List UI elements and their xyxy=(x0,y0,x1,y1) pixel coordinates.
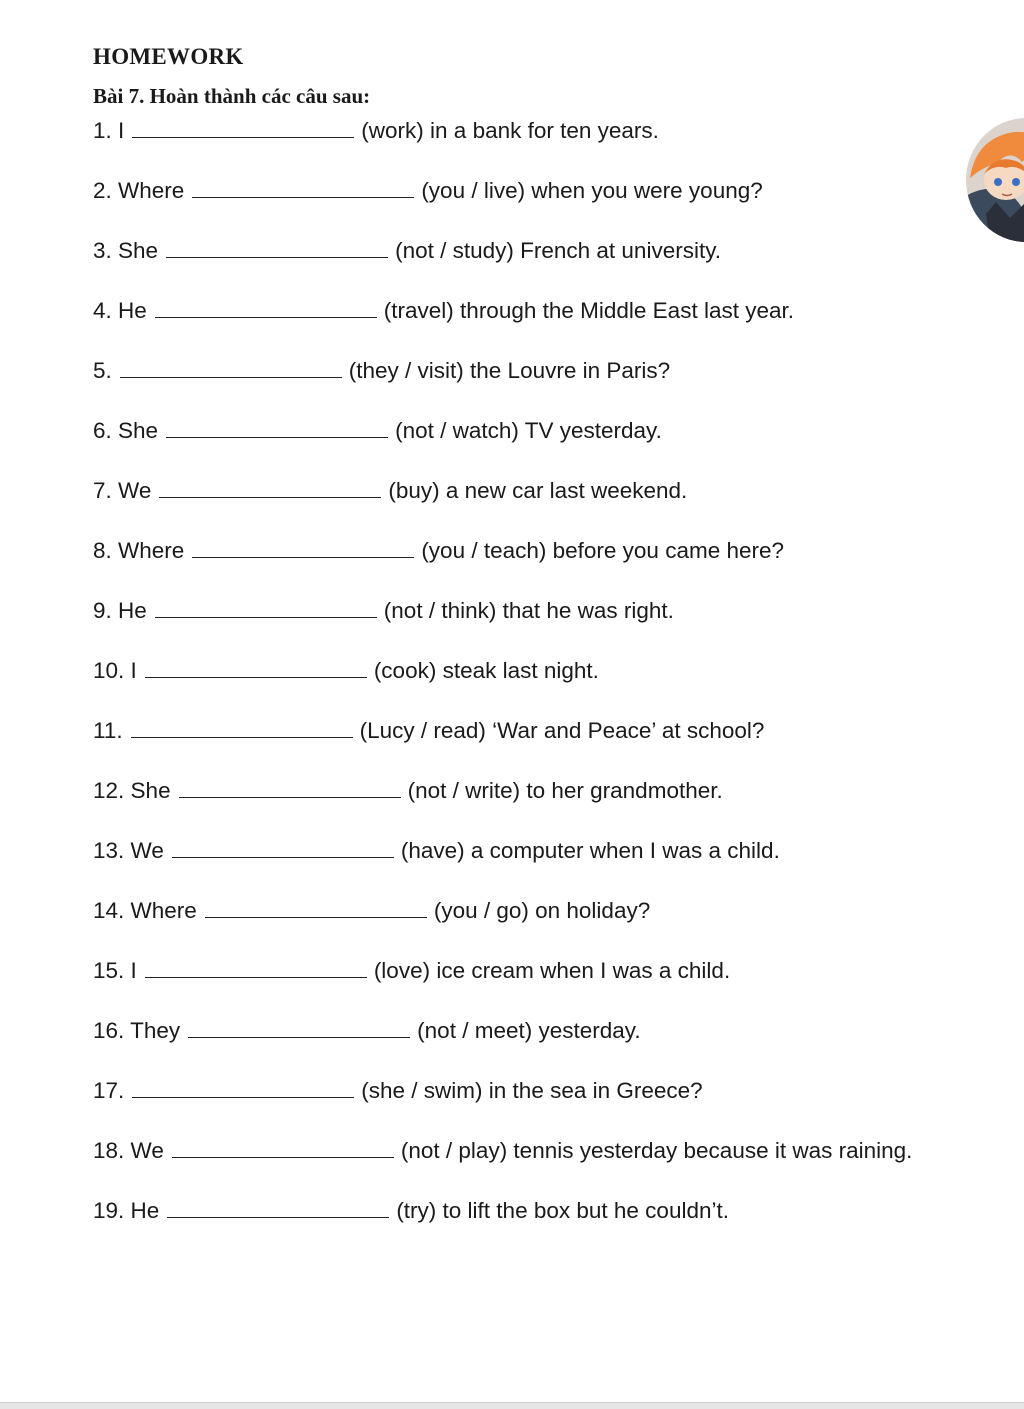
item-hint: (not / study) French at university. xyxy=(395,238,722,263)
item-number: 19. xyxy=(93,1198,125,1223)
item-number: 7. xyxy=(93,478,112,503)
answer-blank[interactable] xyxy=(192,537,414,558)
exercise-item xyxy=(93,656,599,686)
item-subject: Where xyxy=(118,178,185,203)
item-number: 16. xyxy=(93,1018,125,1043)
item-hint: (you / teach) before you came here? xyxy=(421,538,785,563)
item-subject: They xyxy=(130,1018,181,1043)
answer-blank[interactable] xyxy=(145,657,367,678)
item-number: 13. xyxy=(93,838,125,863)
answer-blank[interactable] xyxy=(172,837,394,858)
item-subject: He xyxy=(118,598,147,623)
item-number: 2. xyxy=(93,178,112,203)
exercise-item xyxy=(93,1196,729,1226)
item-number: 3. xyxy=(93,238,112,263)
answer-blank[interactable] xyxy=(192,177,414,198)
item-number: 15. xyxy=(93,958,125,983)
item-subject: Where xyxy=(130,898,197,923)
exercise-item xyxy=(93,1016,641,1046)
exercise-item xyxy=(93,176,763,206)
exercise-item xyxy=(93,296,794,326)
exercise-heading: Bài 7. Hoàn thành các câu sau: xyxy=(93,84,371,108)
item-hint: (not / write) to her grandmother. xyxy=(407,778,723,803)
answer-blank[interactable] xyxy=(166,237,388,258)
item-number: 10. xyxy=(93,658,125,683)
item-hint: (have) a computer when I was a child. xyxy=(400,838,780,863)
exercise-item xyxy=(93,116,659,146)
item-number: 14. xyxy=(93,898,125,923)
item-number: 4. xyxy=(93,298,112,323)
answer-blank[interactable] xyxy=(120,357,342,378)
exercise-item xyxy=(93,596,674,626)
item-hint: (Lucy / read) ‘War and Peace’ at school? xyxy=(359,718,765,743)
exercise-item xyxy=(93,356,670,386)
exercise-item xyxy=(93,476,687,506)
item-number: 12. xyxy=(93,778,125,803)
item-subject: I xyxy=(130,958,137,983)
answer-blank[interactable] xyxy=(179,777,401,798)
item-subject: Where xyxy=(118,538,185,563)
exercise-item xyxy=(93,896,650,926)
exercise-item xyxy=(93,1136,912,1166)
exercise-item xyxy=(93,716,764,746)
item-subject: I xyxy=(118,118,125,143)
item-subject: We xyxy=(130,838,164,863)
item-number: 6. xyxy=(93,418,112,443)
item-hint: (they / visit) the Louvre in Paris? xyxy=(348,358,671,383)
item-number: 5. xyxy=(93,358,112,383)
item-number: 9. xyxy=(93,598,112,623)
item-subject: She xyxy=(130,778,171,803)
item-hint: (not / meet) yesterday. xyxy=(417,1018,641,1043)
item-hint: (not / watch) TV yesterday. xyxy=(395,418,662,443)
answer-blank[interactable] xyxy=(131,717,353,738)
answer-blank[interactable] xyxy=(172,1137,394,1158)
item-hint: (buy) a new car last weekend. xyxy=(388,478,688,503)
exercise-item xyxy=(93,776,723,806)
answer-blank[interactable] xyxy=(205,897,427,918)
item-hint: (try) to lift the box but he couldn’t. xyxy=(396,1198,729,1223)
exercise-item xyxy=(93,836,780,866)
exercise-item xyxy=(93,956,730,986)
item-subject: He xyxy=(118,298,147,323)
item-hint: (she / swim) in the sea in Greece? xyxy=(361,1078,703,1103)
answer-blank[interactable] xyxy=(155,597,377,618)
exercise-item xyxy=(93,236,721,266)
answer-blank[interactable] xyxy=(132,1077,354,1098)
item-subject: She xyxy=(118,238,159,263)
item-hint: (work) in a bank for ten years. xyxy=(361,118,659,143)
answer-blank[interactable] xyxy=(145,957,367,978)
item-subject: She xyxy=(118,418,159,443)
exercise-item xyxy=(93,536,784,566)
answer-blank[interactable] xyxy=(132,117,354,138)
exercise-item xyxy=(93,1076,703,1106)
item-subject: We xyxy=(118,478,152,503)
item-number: 17. xyxy=(93,1078,125,1103)
answer-blank[interactable] xyxy=(166,417,388,438)
item-hint: (cook) steak last night. xyxy=(373,658,599,683)
item-number: 11. xyxy=(93,718,123,743)
item-number: 1. xyxy=(93,118,112,143)
answer-blank[interactable] xyxy=(155,297,377,318)
answer-blank[interactable] xyxy=(167,1197,389,1218)
item-subject: I xyxy=(130,658,137,683)
item-hint: (not / play) tennis yesterday because it was raining. xyxy=(400,1138,913,1163)
item-hint: (you / go) on holiday? xyxy=(433,898,651,923)
item-subject: We xyxy=(130,1138,164,1163)
item-hint: (travel) through the Middle East last year. xyxy=(383,298,794,323)
item-hint: (not / think) that he was right. xyxy=(383,598,674,623)
answer-blank[interactable] xyxy=(188,1017,410,1038)
user-avatar[interactable] xyxy=(966,118,1024,242)
item-hint: (you / live) when you were young? xyxy=(421,178,763,203)
exercise-item xyxy=(93,416,662,446)
item-number: 18. xyxy=(93,1138,125,1163)
answer-blank[interactable] xyxy=(159,477,381,498)
avatar-image xyxy=(966,118,1024,242)
item-hint: (love) ice cream when I was a child. xyxy=(373,958,731,983)
item-number: 8. xyxy=(93,538,112,563)
item-subject: He xyxy=(130,1198,160,1223)
worksheet-title: HOMEWORK xyxy=(93,44,244,69)
